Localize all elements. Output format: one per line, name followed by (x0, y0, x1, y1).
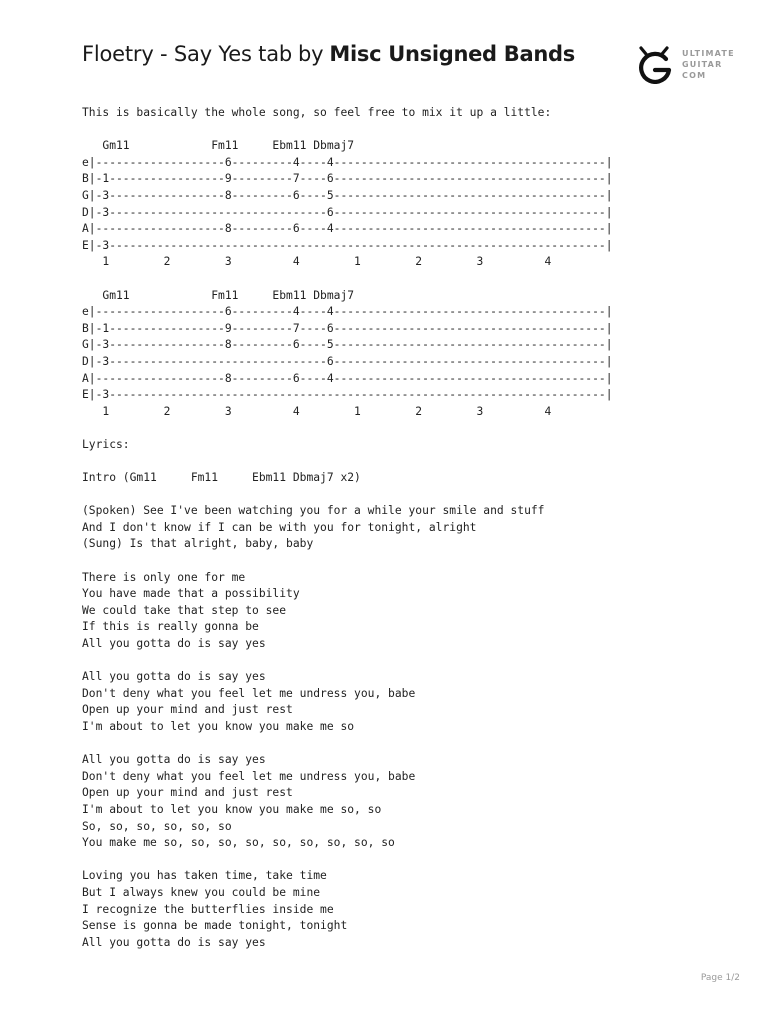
text-line: A|-------------------8---------6----4----------------------------------------| (82, 371, 613, 385)
text-line: I recognize the butterflies inside me (82, 902, 334, 916)
text-line (82, 122, 722, 139)
text-line: You have made that a possibility (82, 587, 300, 601)
text-line: B|-1-----------------9---------7----6----------------------------------------| (82, 321, 613, 335)
text-line (82, 487, 722, 504)
text-line: Lyrics: (82, 437, 130, 451)
text-line: We could take that step to see (82, 603, 287, 617)
text-line: If this is really gonna be (82, 620, 259, 634)
tab-content (82, 105, 722, 951)
text-line: Intro (Gm11 Fm11 Ebm11 Dbmaj7 x2) (82, 471, 361, 485)
text-line: And I don't know if I can be with you for tonight, alright (82, 520, 477, 534)
text-line: I'm about to let you know you make me so, so (82, 802, 382, 816)
text-line: Don't deny what you feel let me undress you, babe (82, 769, 416, 783)
text-line: (Sung) Is that alright, baby, baby (82, 537, 314, 551)
text-line: There is only one for me (82, 570, 246, 584)
text-line (82, 271, 722, 288)
text-line: (Spoken) See I've been watching you for a while your smile and stuff (82, 504, 545, 518)
text-line: All you gotta do is say yes (82, 935, 266, 949)
page-number: Page 1/2 (700, 973, 740, 983)
ultimate-guitar-logo[interactable] (636, 44, 746, 84)
text-line: Loving you has taken time, take time (82, 869, 327, 883)
text-line: G|-3-----------------8---------6----5----------------------------------------| (82, 338, 613, 352)
ultimate-guitar-logo-icon (636, 44, 674, 84)
text-line: Gm11 Fm11 Ebm11 Dbmaj7 (82, 139, 355, 153)
page-header (82, 42, 575, 76)
song-title: Floetry - Say Yes tab (82, 42, 293, 66)
text-line: E|-3-------------------------------------------------------------------------| (82, 238, 613, 252)
text-line (82, 852, 722, 869)
text-line: So, so, so, so, so, so (82, 819, 232, 833)
text-line: This is basically the whole song, so feel free to mix it up a little: (82, 106, 552, 119)
text-line: You make me so, so, so, so, so, so, so, so, so (82, 836, 395, 850)
text-line: G|-3-----------------8---------6----5----------------------------------------| (82, 188, 613, 202)
text-line: Gm11 Fm11 Ebm11 Dbmaj7 (82, 288, 355, 302)
text-line: A|-------------------8---------6----4----------------------------------------| (82, 222, 613, 236)
text-line: e|-------------------6---------4----4----------------------------------------| (82, 155, 613, 169)
text-line (82, 653, 722, 670)
text-line: Sense is gonna be made tonight, tonight (82, 919, 348, 933)
text-line: D|-3--------------------------------6----------------------------------------| (82, 205, 613, 219)
logo-line-guitar: GUITAR (682, 59, 723, 69)
artist-name: Misc Unsigned Bands (329, 42, 575, 66)
text-line (82, 420, 722, 437)
text-line: All you gotta do is say yes (82, 753, 266, 767)
text-line: Don't deny what you feel let me undress you, babe (82, 686, 416, 700)
text-line: D|-3--------------------------------6----------------------------------------| (82, 354, 613, 368)
text-line: I'm about to let you know you make me so (82, 719, 355, 733)
text-line: B|-1-----------------9---------7----6----------------------------------------| (82, 172, 613, 186)
text-line (82, 736, 722, 753)
text-line: E|-3-------------------------------------------------------------------------| (82, 388, 613, 402)
text-line: e|-------------------6---------4----4----------------------------------------| (82, 305, 613, 319)
text-line: Open up your mind and just rest (82, 703, 293, 717)
text-line: All you gotta do is say yes (82, 670, 266, 684)
logo-wordmark (682, 48, 735, 81)
text-line: But I always knew you could be mine (82, 885, 321, 899)
text-line: All you gotta do is say yes (82, 637, 266, 650)
logo-line-ultimate: ULTIMATE (682, 48, 735, 58)
text-line: Open up your mind and just rest (82, 786, 293, 800)
title-by-word: by (298, 42, 324, 66)
text-line (82, 553, 722, 570)
text-line (82, 453, 722, 470)
text-line: 1 2 3 4 1 2 3 4 (82, 255, 552, 269)
text-line: 1 2 3 4 1 2 3 4 (82, 404, 552, 418)
logo-line-com: COM (682, 70, 707, 80)
